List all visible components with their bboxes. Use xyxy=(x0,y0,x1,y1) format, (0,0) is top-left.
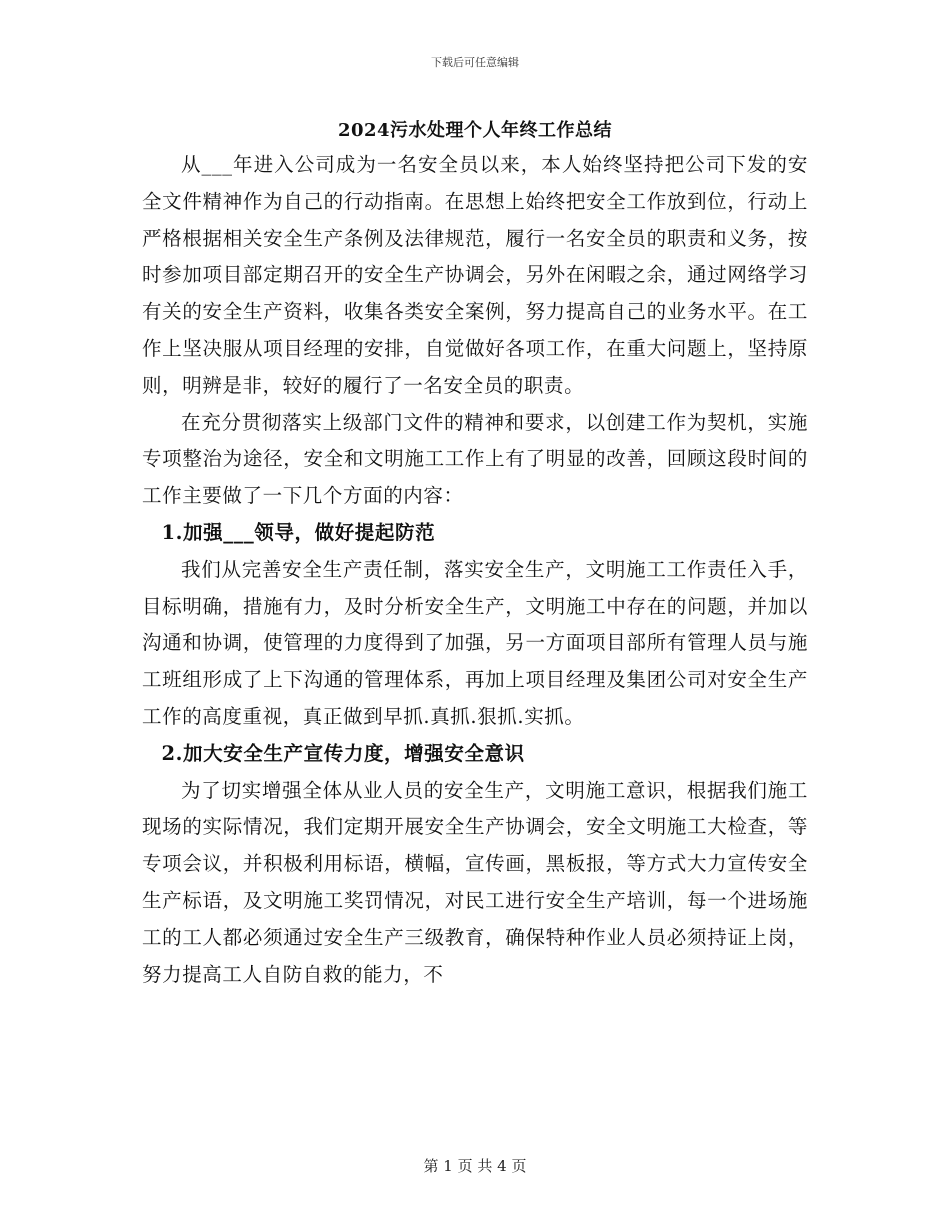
section-2-paragraph: 为了切实增强全体从业人员的安全生产，文明施工意识，根据我们施工现场的实际情况，我们定期开展安全生产协调会，安全文明施工大检查，等专项会议，并积极利用标语，横幅，宣传画，黑板报，等方式大力宣传安全生产标语，及文明施工奖罚情况，对民工进行安全生产培训，每一个进场施工的工人都必须通过安全生产三级教育，确保特种作业人员必须持证上岗，努力提高工人自防自救的能力，不 xyxy=(142,778,808,986)
document-body xyxy=(142,147,808,993)
section-2-heading: 2.加大安全生产宣传力度，增强安全意识 xyxy=(161,741,525,765)
page-number: 第 1 页 共 4 页 xyxy=(423,1157,527,1175)
section-1-paragraph: 我们从完善安全生产责任制，落实安全生产，文明施工工作责任入手，目标明确，措施有力，及时分析安全生产，文明施工中存在的问题，并加以沟通和协调，使管理的力度得到了加强，另一方面项目部所有管理人员与施工班组形成了上下沟通的管理体系，再加上项目经理及集团公司对安全生产工作的高度重视，真正做到早抓.真抓.狠抓.实抓。 xyxy=(142,557,808,728)
overview-paragraph: 在充分贯彻落实上级部门文件的精神和要求，以创建工作为契机，实施专项整治为途径，安全和文明施工工作上有了明显的改善，回顾这段时间的工作主要做了一下几个方面的内容： xyxy=(142,410,808,508)
section-1-heading: 1.加强___领导，做好提起防范 xyxy=(161,520,436,544)
document-title: 2024污水处理个人年终工作总结 xyxy=(337,120,613,141)
header-note: 下载后可任意编辑 xyxy=(431,56,519,69)
intro-paragraph: 从___年进入公司成为一名安全员以来，本人始终坚持把公司下发的安全文件精神作为自己的行动指南。在思想上始终把安全工作放到位，行动上严格根据相关安全生产条例及法律规范，履行一名安全员的职责和义务，按时参加项目部定期召开的安全生产协调会，另外在闲暇之余，通过网络学习有关的安全生产资料，收集各类安全案例，努力提高自己的业务水平。在工作上坚决服从项目经理的安排，自觉做好各项工作，在重大问题上，坚持原则，明辨是非，较好的履行了一名安全员的职责。 xyxy=(142,153,808,397)
